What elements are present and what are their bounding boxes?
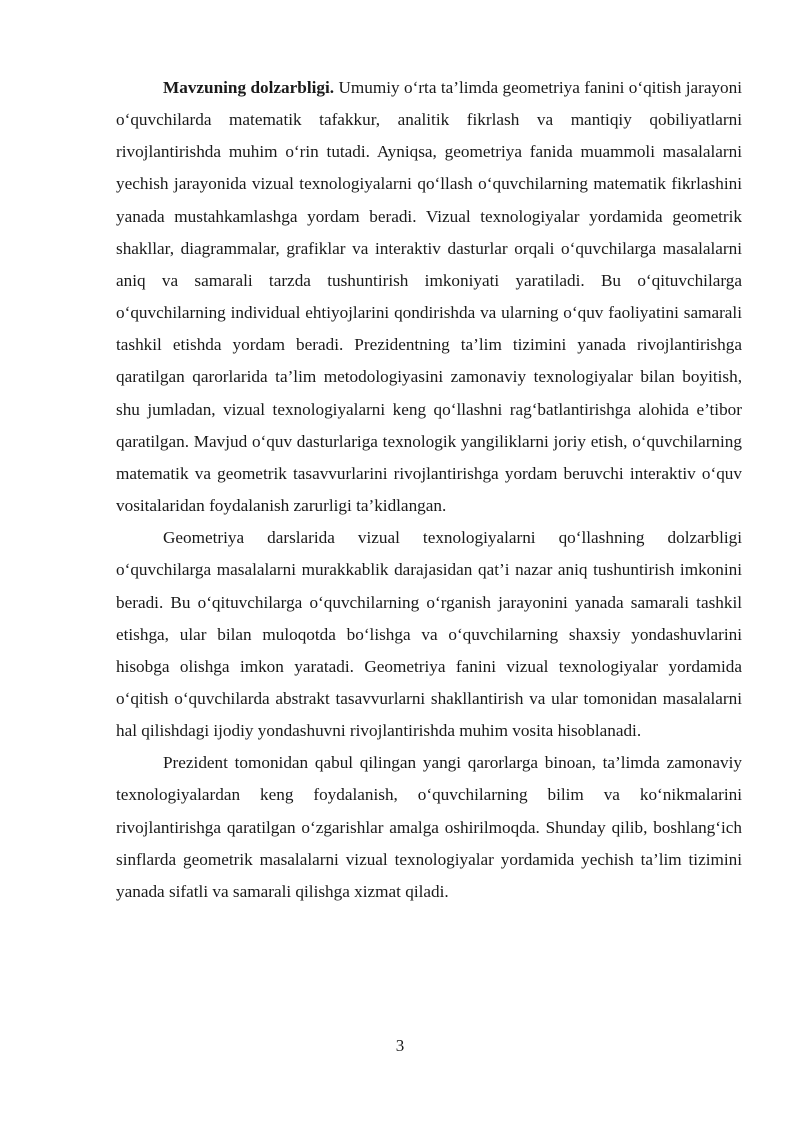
paragraph-president-decrees <box>116 747 742 908</box>
section-heading: Mavzuning dolzarbligi. <box>163 78 335 97</box>
paragraph-text: Geometriya darslarida vizual texnologiyalarni qo‘llashning dolzarbligi o‘quvchilarga masalalarni murakkablik darajasidan qat’i nazar aniq tushuntirish imkonini beradi. Bu o‘qituvchilarga o‘quvchilarning o‘rganish jarayonini yanada samarali tashkil etishga, ular bilan muloqotda bo‘lishga va o‘quvchilarning shaxsiy yondashuvlarini hisobga olishga imkon yaratadi. Geometriya fanini vizual texnologiyalar yordamida o‘qitish o‘quvchilarda abstrakt tasavvurlarni shakllantirish va ular tomonidan masalalarni hal qilishdagi ijodiy yondashuvni rivojlantirishda muhim vosita hisoblanadi. <box>116 528 742 741</box>
paragraph-relevance <box>116 72 742 522</box>
paragraph-visual-tech <box>116 522 742 747</box>
paragraph-text: Umumiy o‘rta ta’limda geometriya fanini o‘qitish jarayoni o‘quvchilarda matematik tafakkur, analitik fikrlash va mantiqiy qobiliyatlarni rivojlantirishda muhim o‘rin tutadi. Ayniqsa, geometriya fanida muammoli masalalarni yechish jarayonida vizual texnologiyalarni qo‘llash o‘quvchilarning matematik fikrlashini yanada mustahkamlashga yordam beradi. Vizual texnologiyalar yordamida geometrik shakllar, diagrammalar, grafiklar va interaktiv dasturlar orqali o‘quvchilarga masalalarni aniq va samarali tarzda tushuntirish imkoniyati yaratiladi. Bu o‘qituvchilarga o‘quvchilarning individual ehtiyojlarini qondirishda va ularning o‘quv faoliyatini samarali tashkil etishda yordam beradi. Prezidentning ta’lim tizimini yanada rivojlantirishga qaratilgan qarorlarida ta’lim metodologiyasini zamonaviy texnologiyalar bilan boyitish, shu jumladan, vizual texnologiyalarni keng qo‘llashni rag‘batlantirishga alohida e’tibor qaratilgan. Mavjud o‘quv dasturlariga texnologik yangiliklarni joriy etish, o‘quvchilarning matematik va geometrik tasavvurlarini rivojlantirishga yordam beruvchi interaktiv o‘quv vositalaridan foydalanish zarurligi ta’kidlangan. <box>116 78 743 516</box>
document-page <box>116 72 742 908</box>
paragraph-text: Prezident tomonidan qabul qilingan yangi qarorlarga binoan, ta’limda zamonaviy texnologiyalardan keng foydalanish, o‘quvchilarning bilim va ko‘nikmalarini rivojlantirishga qaratilgan o‘zgarishlar amalga oshirilmoqda. Shunday qilib, boshlang‘ich sinflarda geometrik masalalarni vizual texnologiyalar yordamida yechish ta’lim tizimini yanada sifatli va samarali qilishga xizmat qiladi. <box>116 753 742 901</box>
page-number: 3 <box>395 1036 405 1055</box>
